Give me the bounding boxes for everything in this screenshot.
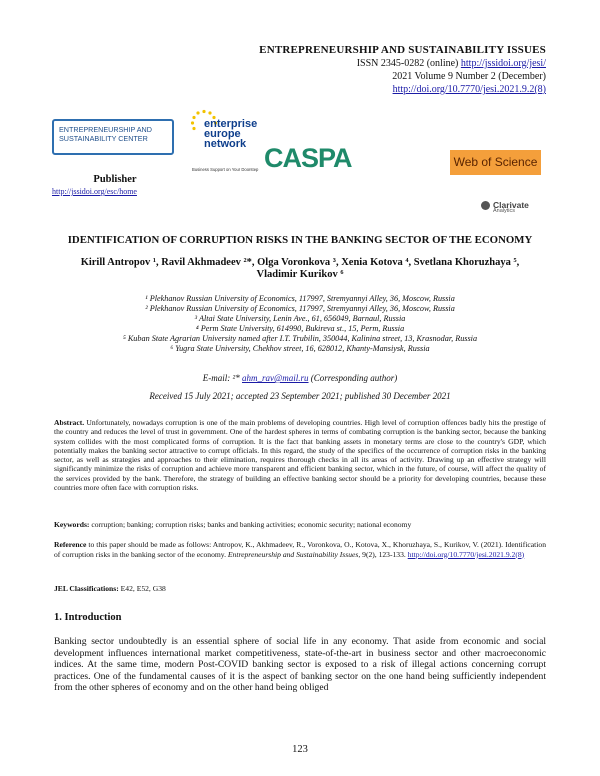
affiliation: ⁴ Perm State University, 614990, Bukireva st., 15, Perm, Russia [195, 324, 405, 333]
affiliation: ⁵ Kuban State Agrarian University named after I.T. Trubilin, 350044, Kalinina street, 13, Krasnodar, Russia [122, 334, 478, 343]
keywords [54, 520, 546, 529]
paper-title: IDENTIFICATION OF CORRUPTION RISKS IN THE BANKING SECTOR OF THE ECONOMY [67, 234, 533, 246]
een-line1: enterprise [204, 118, 258, 130]
email-link[interactable]: ahm_rav@mail.ru [242, 373, 309, 383]
publisher-label: Publisher [93, 174, 137, 185]
esc-logo-line2: SUSTAINABILITY CENTER [59, 134, 148, 143]
journal-title: ENTREPRENEURSHIP AND SUSTAINABILITY ISSUES [259, 44, 546, 56]
reference-tail: , 9(2), 123-133. [358, 549, 408, 559]
reference-text: to this paper should be made as follows: Antropov, K., Akhmadeev, R., Voronkova, O., Kotova, X., Khoruzhaya, S., Kurikov, V. (2021). Identification of corruption risks in the banking sector of the economy. [54, 540, 546, 559]
een-logo [190, 109, 260, 175]
page-number: 123 [292, 744, 308, 755]
clarivate-text: Clarivate [493, 200, 529, 210]
abstract-text: Unfortunately, nowadays corruption is one of the main problems of developing countries. High level of corruption offences badly hits the prestige of the country and reduces the level of trust in government. One of the hardest spheres in terms of combating corruption is the banking sector, because the banking system collides with the most complicated forms of corruption. It is the fact that banking assets in monetary terms are close to the country's GDP, which potentially makes the banking sector attractive to corrupt officials. In this regard, the study of the specifics of the occurrence of corruption risks in the banking sector, as well as strategies and approaches to their elimination, requires thorough checks in all its areas of activity. Drawing up an effective strategy will significantly minimize the risks of corruption and achieve more transparent and efficient banking sector, which in the future, of course, will affect the quality of the services provided by the bank. Therefore, the strategy of building an effective banking sector should be a priority for developing countries, because these countries more often face with corruption risks. [54, 418, 546, 493]
een-tagline: Business Support on Your Doorstep [192, 167, 259, 172]
keywords-label: Keywords: [54, 520, 90, 529]
jel-label: JEL Classifications: [54, 584, 119, 593]
clarivate-icon [481, 201, 490, 210]
affiliation: ¹ Plekhanov Russian University of Economics, 117997, Stremyannyi Alley, 36, Moscow, Russia [145, 294, 455, 303]
affiliation: ³ Altai State University, Lenin Ave., 61, 656049, Barnaul, Russia [194, 314, 406, 323]
issn-link[interactable]: http://jssidoi.org/jesi/ [460, 58, 546, 69]
abstract [54, 418, 546, 492]
doi-link-text[interactable]: http://doi.org/10.7770/jesi.2021.9.2(8) [392, 84, 546, 95]
reference-doi-link[interactable]: http://doi.org/10.7770/jesi.2021.9.2(8) [407, 549, 525, 559]
caspa-logo: CASPA [264, 143, 352, 173]
clarivate-analytics: Analytics [493, 208, 516, 215]
email-line [0, 373, 600, 383]
een-line2: europe [204, 128, 241, 140]
reference [54, 540, 546, 559]
issn-line [357, 58, 546, 69]
publisher-url-link[interactable]: http://jssidoi.org/esc/home [52, 187, 137, 196]
abstract-label: Abstract. [54, 418, 85, 427]
keywords-text: corruption; banking; corruption risks; banks and banking activities; economic security; national economy [89, 520, 412, 529]
reference-journal: Entrepreneurship and Sustainability Issues [227, 549, 359, 559]
een-line3: network [204, 138, 247, 150]
issn-text: ISSN 2345-0282 (online) [356, 58, 461, 69]
web-of-science-logo: Web of Science [450, 150, 541, 175]
esc-logo-line1: ENTREPRENEURSHIP AND [59, 125, 152, 134]
reference-label: Reference [54, 540, 87, 549]
publisher-url[interactable] [52, 187, 137, 196]
authors: Kirill Antropov ¹, Ravil Akhmadeev ²*, Olga Voronkova ³, Xenia Kotova ⁴, Svetlana Khoruzhaya ⁵, Vladimir Kurikov ⁶ [80, 257, 520, 280]
jel-classifications [54, 584, 166, 593]
email-prefix: E-mail: ²* [202, 373, 242, 383]
jel-text: E42, E52, G38 [118, 584, 166, 593]
email-suffix: (Corresponding author) [308, 373, 398, 383]
publication-dates: Received 15 July 2021; accepted 23 September 2021; published 30 December 2021 [149, 391, 451, 401]
clarivate-logo [481, 200, 529, 214]
intro-paragraph: Banking sector undoubtedly is an essential sphere of social life in any economy. That aside from economic and social development influences international market competitiveness, state-of-the-art in business sector and other macroeconomic indices. At the same time, modern Post-COVID banking sector is exposed to a risk of illegal actions concerning corrupt practices. One of the fundamental causes of it is the aspect of banking sector on the one hand being sufficiently independent from the other spheres of economy and on the other hand being obliged [54, 636, 546, 694]
affiliation: ⁶ Yugra State University, Chekhov street, 16, 628012, Khanty-Mansiysk, Russia [170, 344, 430, 353]
affiliation: ² Plekhanov Russian University of Economics, 117997, Stremyannyi Alley, 36, Moscow, Russia [145, 304, 455, 313]
affiliations [50, 294, 550, 354]
esc-logo [52, 119, 174, 155]
een-name [204, 119, 257, 149]
section-heading: 1. Introduction [54, 612, 122, 623]
doi-link[interactable] [393, 84, 546, 95]
volume-line: 2021 Volume 9 Number 2 (December) [392, 71, 546, 82]
